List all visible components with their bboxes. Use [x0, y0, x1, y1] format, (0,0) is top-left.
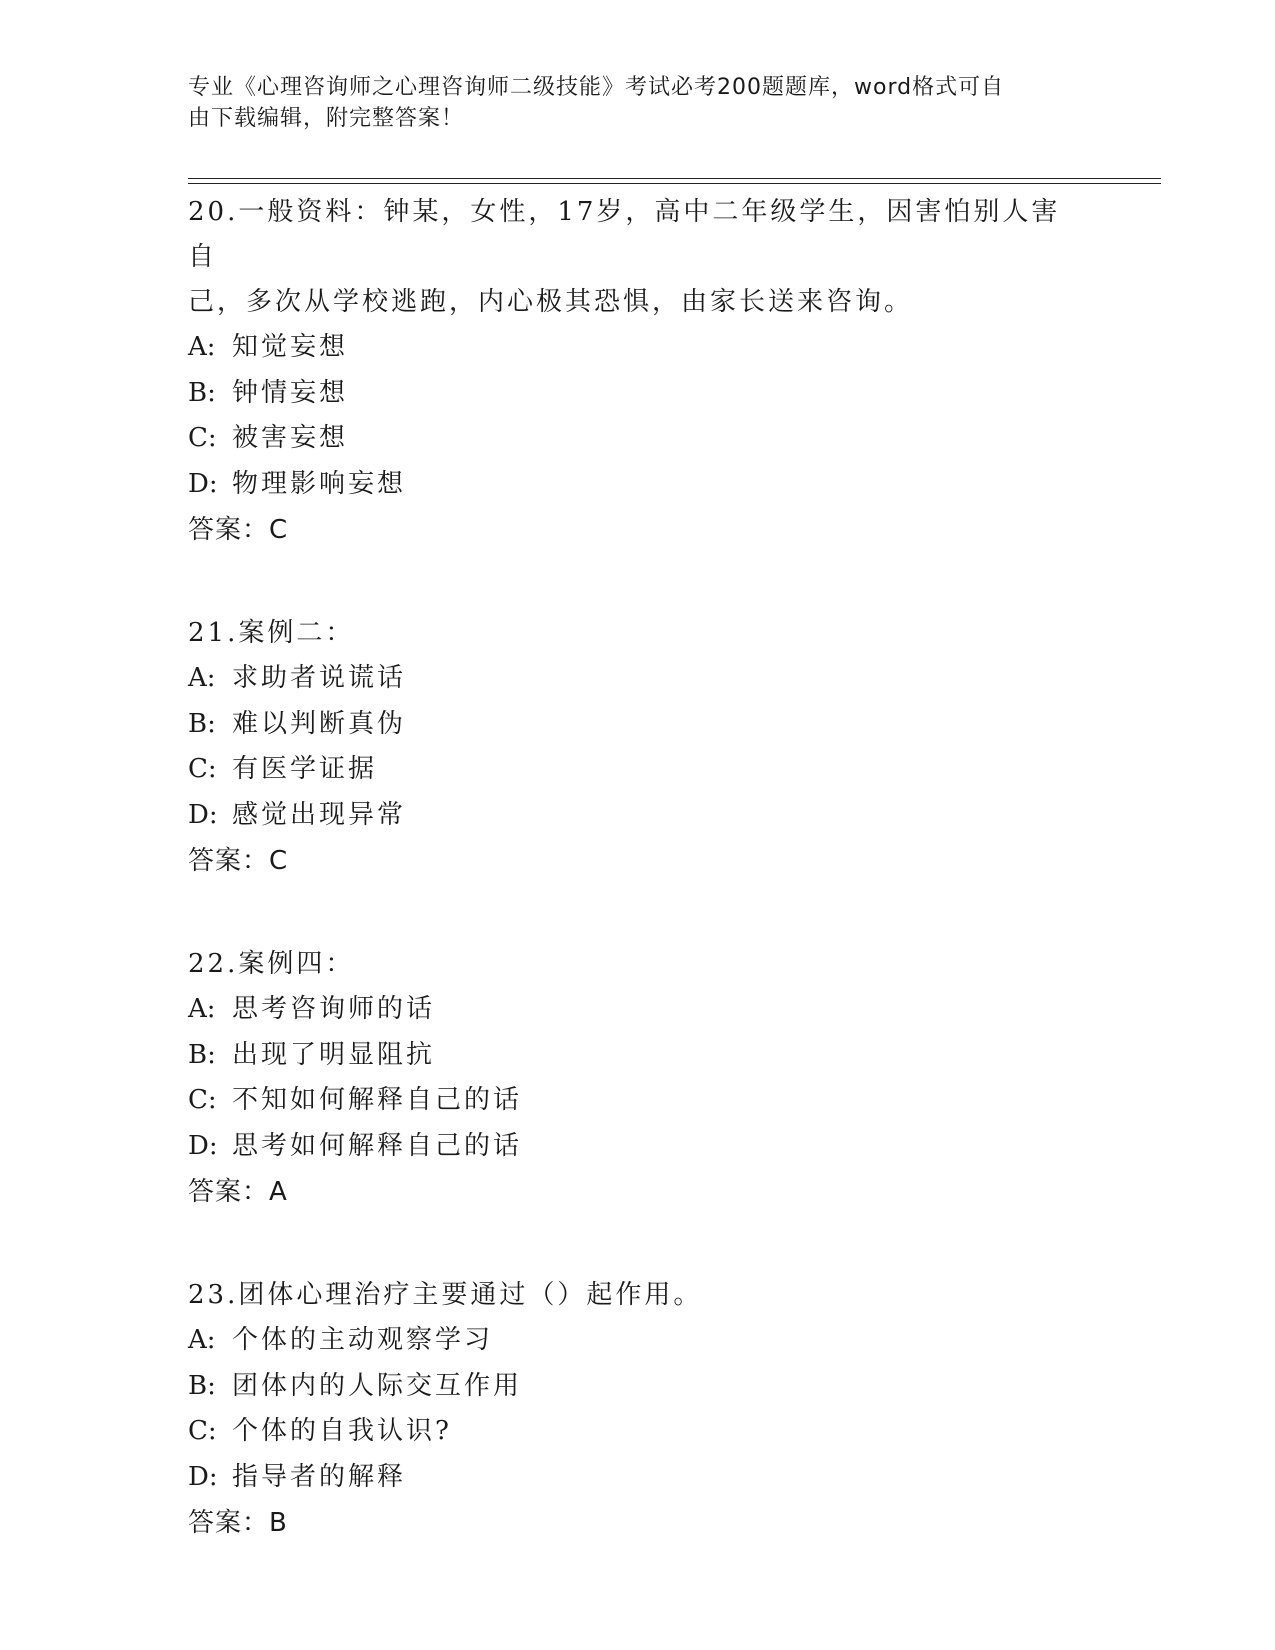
option-c	[188, 1078, 1088, 1124]
question-list	[188, 190, 1088, 1604]
answer-line: 答案：A	[188, 1177, 288, 1207]
option-text: 思考如何解释自己的话	[232, 1130, 523, 1161]
header-double-rule	[188, 178, 1161, 184]
option-letter: C:	[188, 1416, 217, 1446]
question-stem	[188, 190, 1088, 325]
option-a	[188, 987, 1088, 1033]
option-letter: B:	[188, 1039, 216, 1070]
question-stem-line: 己，多次从学校逃跑，内心极其恐惧，由家长送来咨询。	[188, 287, 914, 317]
option-b	[188, 1033, 1088, 1079]
option-c	[188, 1409, 1088, 1455]
option-text: 求助者说谎话	[232, 663, 407, 693]
option-letter: D:	[188, 468, 218, 499]
option-text: 感觉出现异常	[232, 799, 407, 830]
option-c	[188, 747, 1088, 793]
header-line-2: 由下载编辑，附完整答案！	[188, 106, 465, 131]
option-c	[188, 416, 1088, 462]
option-letter: D:	[188, 1130, 218, 1161]
option-text: 知觉妄想	[232, 332, 349, 362]
option-d	[188, 793, 1088, 839]
option-text: 有医学证据	[232, 754, 378, 784]
answer-line: 答案：B	[188, 1508, 288, 1538]
answer-line: 答案：C	[188, 515, 289, 545]
option-b	[188, 371, 1088, 417]
question-item	[188, 611, 1088, 884]
question-stem	[188, 942, 1088, 987]
question-stem-line: 21.案例二：	[188, 618, 355, 648]
option-a	[188, 1318, 1088, 1364]
option-text: 钟情妄想	[232, 377, 349, 408]
option-letter: C:	[188, 423, 217, 453]
option-letter: B:	[188, 708, 216, 739]
question-stem-line: 23.团体心理治疗主要通过（）起作用。	[188, 1280, 703, 1310]
option-text: 指导者的解释	[232, 1461, 407, 1492]
answer-line: 答案：C	[188, 846, 289, 876]
option-letter: D:	[188, 1461, 218, 1492]
option-d	[188, 462, 1088, 508]
option-letter: A:	[188, 663, 216, 693]
option-letter: C:	[188, 1085, 217, 1115]
option-a	[188, 325, 1088, 371]
option-d	[188, 1455, 1088, 1501]
question-stem-line: 20.一般资料：钟某，女性，17岁，高中二年级学生，因害怕别人害自	[188, 197, 1061, 272]
option-text: 不知如何解释自己的话	[232, 1085, 523, 1115]
option-text: 出现了明显阻抗	[232, 1039, 436, 1070]
option-letter: D:	[188, 799, 218, 830]
option-d	[188, 1124, 1088, 1170]
question-stem	[188, 1273, 1088, 1318]
option-text: 物理影响妄想	[232, 468, 407, 499]
option-text: 个体的自我认识?	[232, 1416, 452, 1446]
option-text: 团体内的人际交互作用	[232, 1370, 523, 1401]
question-item	[188, 190, 1088, 553]
option-b	[188, 1364, 1088, 1410]
option-letter: A:	[188, 1325, 216, 1355]
option-a	[188, 656, 1088, 702]
document-header	[188, 72, 1068, 134]
question-item	[188, 942, 1088, 1215]
header-line-1: 专业《心理咨询师之心理咨询师二级技能》考试必考200题题库，word格式可自	[188, 75, 1005, 100]
option-letter: A:	[188, 332, 216, 362]
question-item	[188, 1273, 1088, 1546]
option-text: 难以判断真伪	[232, 708, 407, 739]
option-letter: A:	[188, 994, 216, 1024]
option-b	[188, 702, 1088, 748]
question-stem-line: 22.案例四：	[188, 949, 355, 979]
question-stem	[188, 611, 1088, 656]
option-letter: C:	[188, 754, 217, 784]
option-text: 思考咨询师的话	[232, 994, 436, 1024]
option-letter: B:	[188, 377, 216, 408]
option-text: 被害妄想	[232, 423, 349, 453]
option-letter: B:	[188, 1370, 216, 1401]
option-text: 个体的主动观察学习	[232, 1325, 494, 1355]
